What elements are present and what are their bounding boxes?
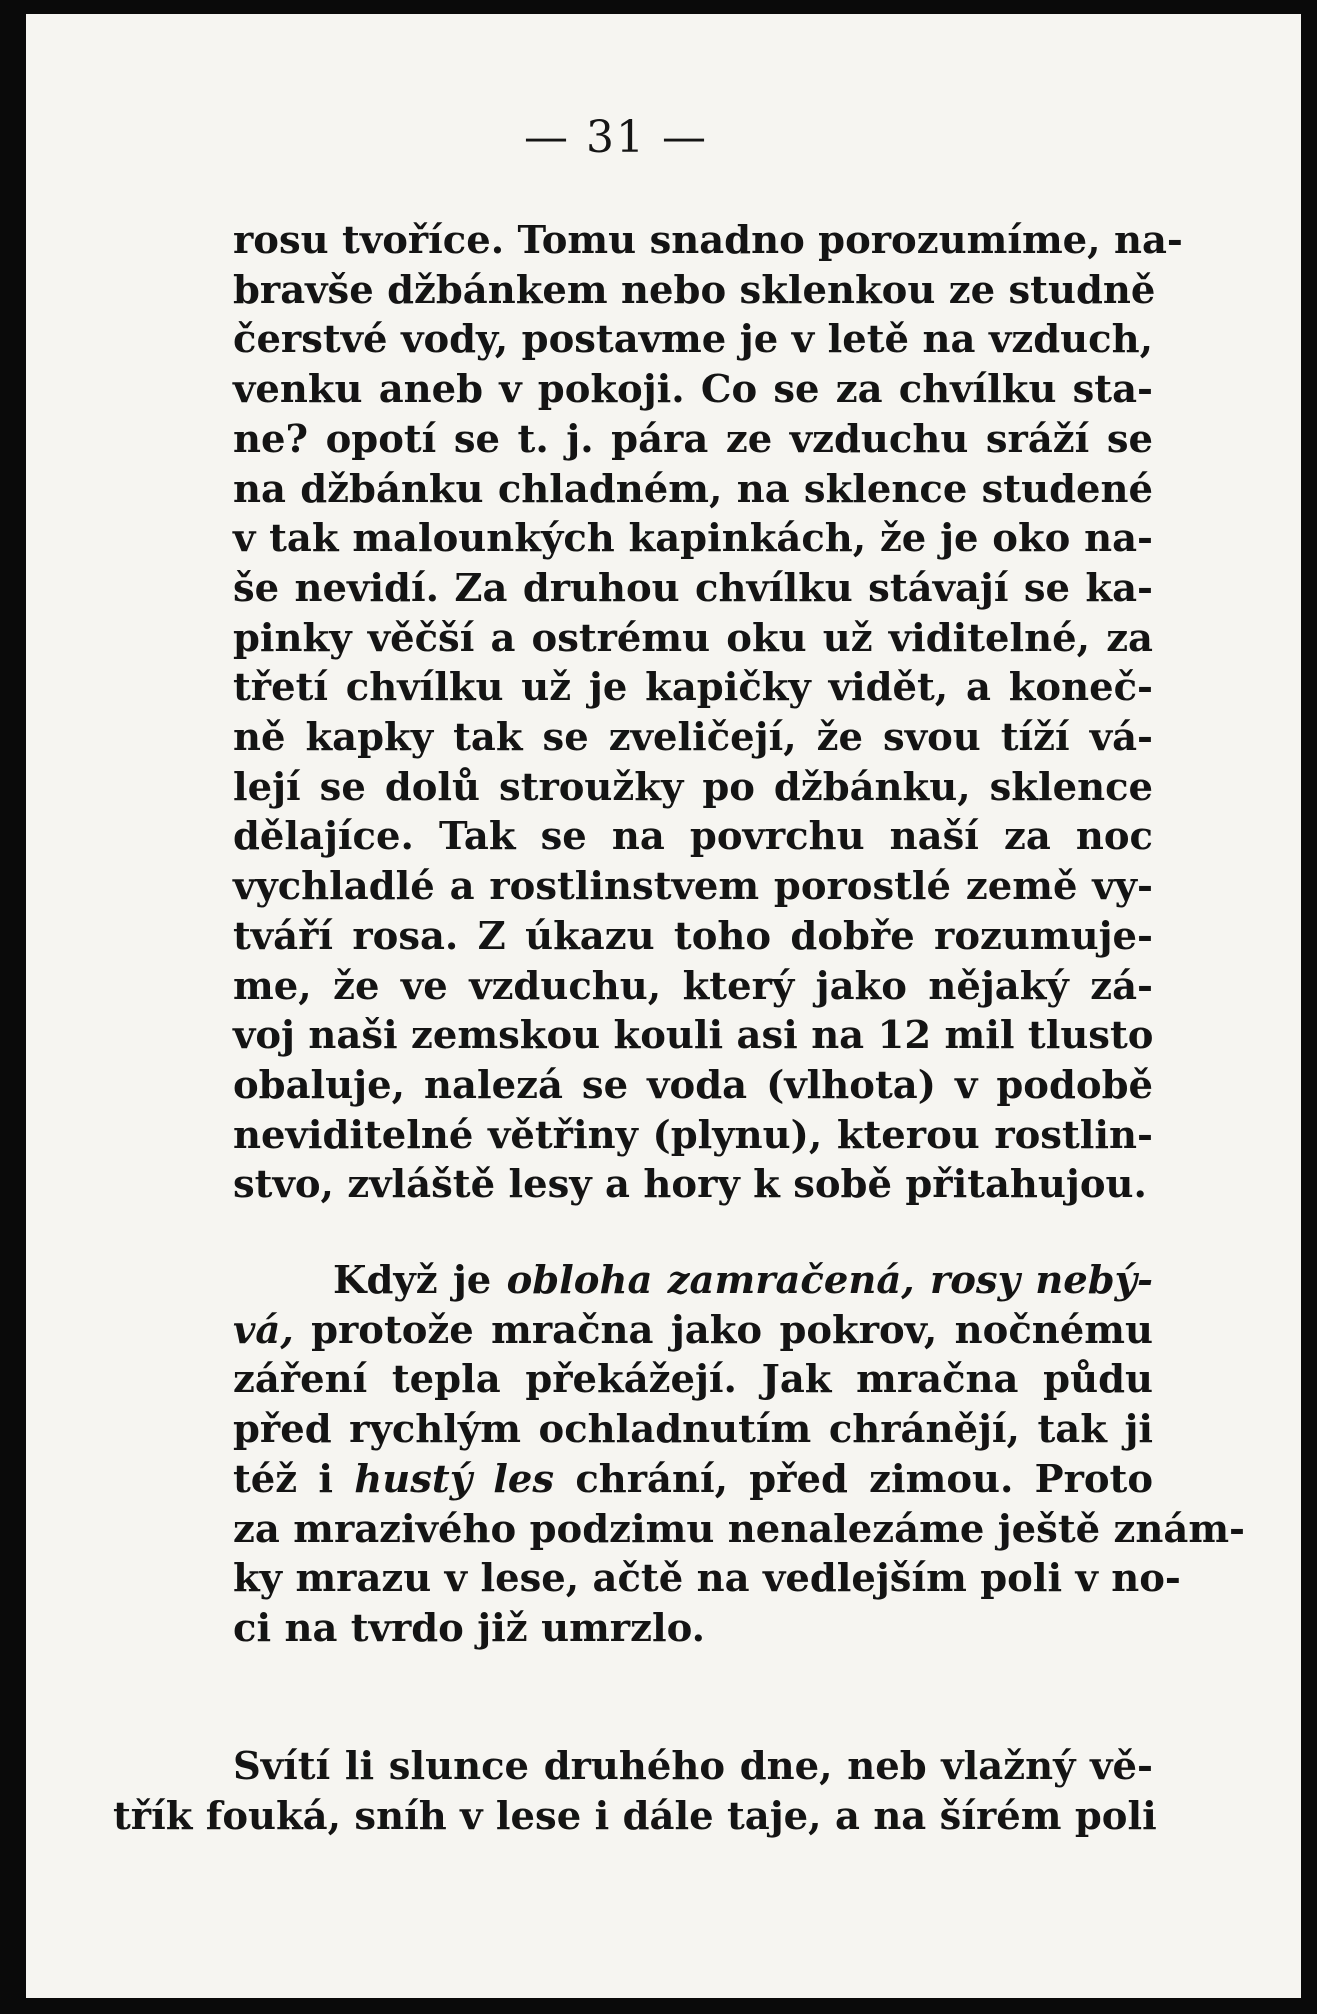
emphasis: obloha zamračená, rosy nebý-	[506, 1258, 1153, 1303]
text-line: na džbánku chladném, na sklence studené	[233, 466, 1153, 512]
text-line: tváří rosa. Z úkazu toho dobře rozumuje-	[233, 913, 1153, 959]
text-line: dělajíce. Tak se na povrchu naší za noc	[233, 814, 1153, 860]
text-line: ky mrazu v lese, ačtě na vedlejším poli v no-	[233, 1556, 1181, 1602]
text-line: vá, protože mračna jako pokrov, nočnému	[233, 1307, 1153, 1353]
text-line: ci na tvrdo již umrzlo.	[233, 1605, 705, 1651]
book-page	[26, 14, 1301, 1998]
text-line: pinky věčší a ostrému oku už viditelné, za	[233, 615, 1153, 661]
text-line: ne? opotí se t. j. pára ze vzduchu sráží se	[233, 416, 1153, 462]
text-line: še nevidí. Za druhou chvílku stávají se ka-	[233, 565, 1153, 611]
text-line: neviditelné větřiny (plynu), kterou rostlin-	[233, 1112, 1153, 1158]
text-line: ně kapky tak se zveličejí, že svou tíží vá-	[233, 715, 1153, 761]
emphasis: vá,	[233, 1307, 294, 1353]
text-line: obaluje, nalezá se voda (vlhota) v podobě	[233, 1062, 1153, 1108]
text-line: za mrazivého podzimu nenalezáme ještě znám-	[233, 1506, 1246, 1552]
paragraph-1	[233, 216, 1183, 1210]
paragraph-2	[233, 1256, 1246, 1654]
text-line: rosu tvoříce. Tomu snadno porozumíme, na-	[233, 218, 1183, 263]
text-line: třík fouká, sníh v lese i dále taje, a na šírém poli	[113, 1793, 1157, 1839]
text-line: voj naši zemskou kouli asi na 12 mil tlusto	[233, 1013, 1154, 1059]
text-line: vychladlé a rostlinstvem porostlé země vy-	[233, 864, 1153, 910]
text-line: v tak malounkých kapinkách, že je oko na-	[233, 516, 1153, 562]
emphasis: hustý les	[354, 1456, 555, 1502]
text-line: me, že ve vzduchu, který jako nějaký zá-	[233, 963, 1153, 1009]
text-line: třetí chvílku už je kapičky vidět, a koneč-	[233, 665, 1153, 711]
text-line: záření tepla překážejí. Jak mračna půdu	[233, 1357, 1153, 1403]
text-line: před rychlým ochladnutím chránějí, tak ji	[233, 1407, 1153, 1453]
text-line: stvo, zvláště lesy a hory k sobě přitahujou.	[233, 1162, 1147, 1208]
text-line: venku aneb v pokoji. Co se za chvílku sta-	[233, 367, 1153, 413]
text-line: bravše džbánkem nebo sklenkou ze studně	[233, 267, 1156, 313]
text-line: Když je obloha zamračená, rosy nebý-	[333, 1258, 1153, 1303]
text-line: Svítí li slunce druhého dne, neb vlažný vě-	[233, 1744, 1153, 1789]
text-line: lejí se dolů stroužky po džbánku, sklence	[233, 764, 1153, 810]
text-line: též i hustý les chrání, před zimou. Proto	[233, 1456, 1154, 1502]
text-line: čerstvé vody, postavme je v letě na vzduch,	[233, 317, 1153, 363]
page-number: — 31 —	[524, 112, 708, 163]
paragraph-3	[113, 1742, 1157, 1841]
